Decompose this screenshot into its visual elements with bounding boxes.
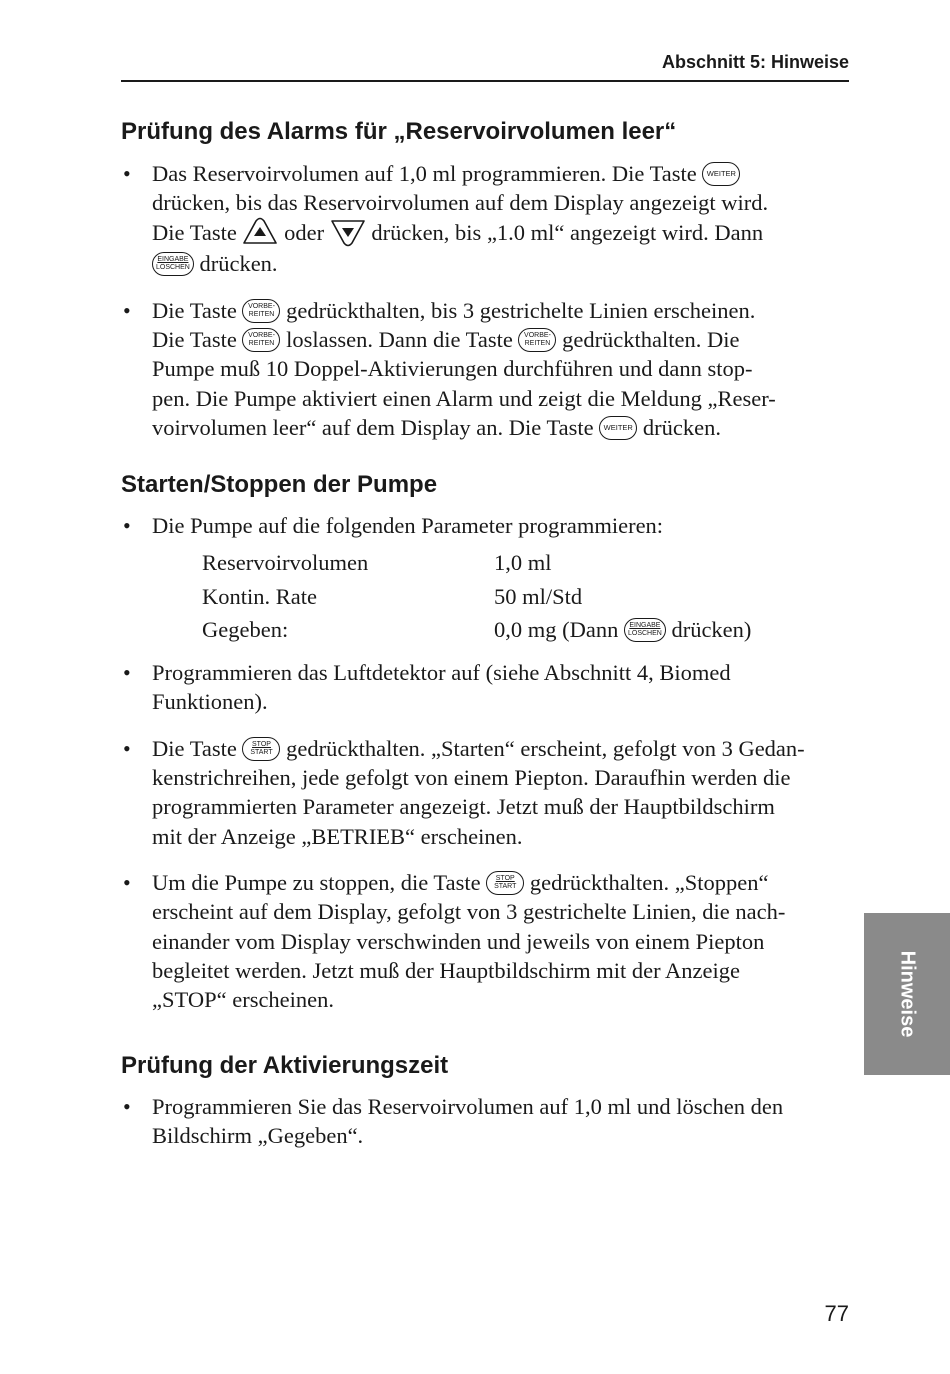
text: Programmieren das Luftdetektor auf (siehe Abschnitt 4, Biomed xyxy=(152,660,731,686)
text: Um die Pumpe zu stoppen, die Taste xyxy=(152,869,481,895)
section-start-stop xyxy=(121,470,849,1014)
list-item xyxy=(121,159,849,279)
parameter-label: Kontin. Rate xyxy=(202,583,317,609)
bullet-icon: • xyxy=(123,735,131,761)
list-item xyxy=(121,1092,849,1151)
text: gedrückthalten. Die xyxy=(562,327,740,353)
bullet-icon: • xyxy=(123,869,131,895)
text: begleitet werden. Jetzt muß der Hauptbildschirm mit der Anzeige xyxy=(152,957,740,983)
vorbereiten-button-icon: VORBE- REITEN xyxy=(518,328,556,352)
text: einander vom Display verschwinden und jeweils von einem Piepton xyxy=(152,928,765,954)
text: loslassen. Dann die Taste xyxy=(286,327,513,353)
list-item xyxy=(121,734,849,851)
text: Funktionen). xyxy=(152,689,268,715)
parameter-label: Reservoirvolumen xyxy=(202,550,369,576)
up-arrow-key-icon xyxy=(242,217,278,247)
weiter-button-icon: WEITER xyxy=(599,416,637,440)
text: gedrückthalten. „Starten“ erscheint, gefolgt von 3 Gedan- xyxy=(286,735,805,761)
section-heading: Prüfung der Aktivierungszeit xyxy=(121,1052,449,1079)
text: drücken. xyxy=(642,414,721,440)
side-tab xyxy=(864,913,950,1075)
text: Die Pumpe auf die folgenden Parameter programmieren: xyxy=(152,513,664,538)
text: voirvolumen leer“ auf dem Display an. Die Taste xyxy=(152,414,594,440)
parameter-table xyxy=(202,548,849,644)
list-item xyxy=(121,511,849,644)
text: erscheint auf dem Display, gefolgt von 3 gestrichelte Linien, die nach- xyxy=(152,899,786,925)
list-item xyxy=(121,658,849,717)
parameter-row xyxy=(202,615,849,644)
header-rule xyxy=(121,80,849,82)
text: programmierten Parameter angezeigt. Jetzt muß der Hauptbildschirm xyxy=(152,794,775,820)
text: Die Taste xyxy=(152,219,237,245)
section-reservoir-alarm xyxy=(121,117,849,442)
stop-start-button-icon: STOP START xyxy=(242,737,280,761)
stop-start-button-icon: STOP START xyxy=(486,871,524,895)
text: gedrückthalten, bis 3 gestrichelte Linien erscheinen. xyxy=(286,297,756,323)
bullet-icon: • xyxy=(123,1094,131,1119)
parameter-value: 0,0 mg (Dann xyxy=(494,616,619,642)
eingabe-loeschen-button-icon: EINGABE LÖSCHEN xyxy=(624,618,666,642)
down-arrow-key-icon xyxy=(330,217,366,247)
bullet-icon: • xyxy=(123,161,131,186)
page-number: 77 xyxy=(824,1301,849,1326)
text: mit der Anzeige „BETRIEB“ erscheinen. xyxy=(152,823,523,849)
text: Die Taste xyxy=(152,735,237,761)
text: Die Taste xyxy=(152,297,237,323)
text: „STOP“ erscheinen. xyxy=(152,987,335,1013)
eingabe-loeschen-button-icon: EINGABE LÖSCHEN xyxy=(152,252,194,276)
text: pen. Die Pumpe aktiviert einen Alarm und zeigt die Meldung „Reser- xyxy=(152,385,776,411)
text: drücken, bis „1.0 ml“ angezeigt wird. Dann xyxy=(371,219,764,245)
section-activation-time xyxy=(121,1051,849,1151)
bullet-icon: • xyxy=(123,297,131,323)
list-item xyxy=(121,868,849,1014)
vorbereiten-button-icon: VORBE- REITEN xyxy=(242,299,280,323)
parameter-row xyxy=(202,548,849,577)
running-header: Abschnitt 5: Hinweise xyxy=(661,52,849,72)
section-heading: Prüfung des Alarms für „Reservoirvolumen leer“ xyxy=(121,118,677,145)
text: Das Reservoirvolumen auf 1,0 ml programmieren. Die Taste xyxy=(152,161,697,186)
text: Die Taste xyxy=(152,327,237,353)
bullet-icon: • xyxy=(123,660,131,686)
text: drücken, bis das Reservoirvolumen auf dem Display angezeigt wird. xyxy=(152,190,769,216)
text: drücken. xyxy=(199,251,278,277)
parameter-row xyxy=(202,582,849,611)
side-tab-label: Hinweise xyxy=(896,950,919,1038)
vorbereiten-button-icon: VORBE- REITEN xyxy=(242,328,280,352)
weiter-button-icon: WEITER xyxy=(702,162,740,186)
text: drücken) xyxy=(671,616,752,642)
text: kenstrichreihen, jede gefolgt von einem Piepton. Daraufhin werden die xyxy=(152,765,791,791)
text: Bildschirm „Gegeben“. xyxy=(152,1123,364,1149)
bullet-icon: • xyxy=(123,513,131,538)
text: gedrückthalten. „Stoppen“ xyxy=(529,869,769,895)
text: Pumpe muß 10 Doppel-Aktivierungen durchführen und dann stop- xyxy=(152,356,753,382)
text: Programmieren Sie das Reservoirvolumen auf 1,0 ml und löschen den xyxy=(152,1094,784,1119)
parameter-value: 50 ml/Std xyxy=(494,583,583,609)
parameter-label: Gegeben: xyxy=(202,616,289,642)
parameter-value: 1,0 ml xyxy=(494,550,552,576)
list-item xyxy=(121,296,849,442)
section-heading: Starten/Stoppen der Pumpe xyxy=(121,471,438,498)
text: oder xyxy=(284,219,325,245)
